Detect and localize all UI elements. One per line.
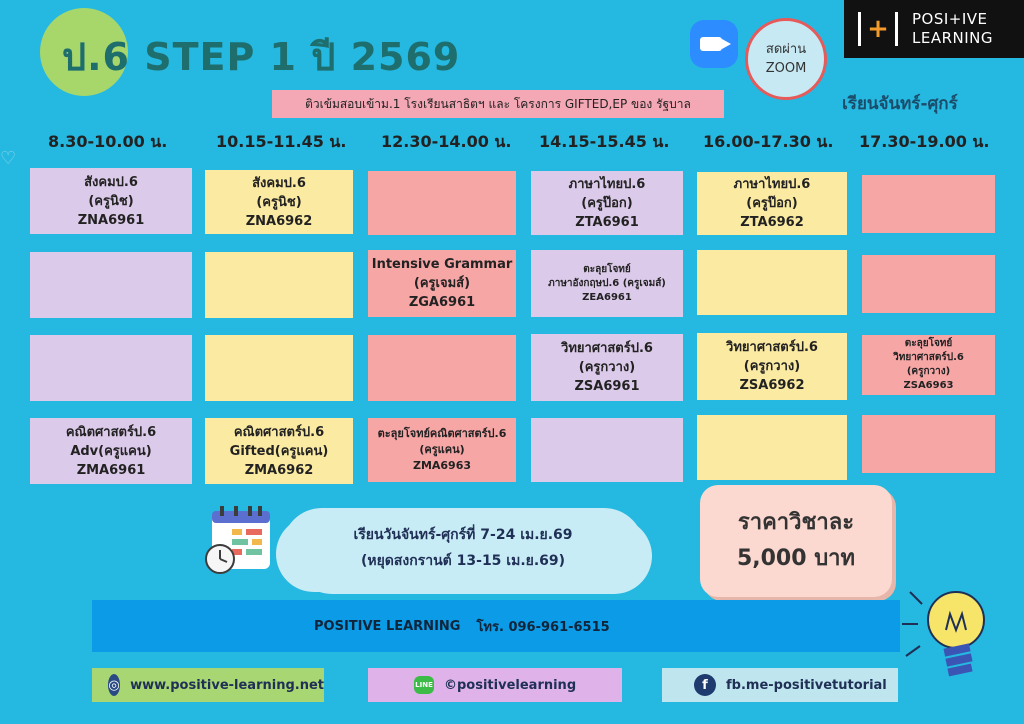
class-card — [862, 335, 995, 395]
holiday-note: (หยุดสงกรานต์ 13-15 เม.ย.69) — [360, 553, 566, 569]
logo-plus-icon: + — [858, 12, 898, 46]
line-app-icon: LINE — [414, 676, 434, 694]
price-box — [700, 485, 892, 597]
class-teacher: (ครูนิช) — [256, 194, 302, 210]
facebook-text: fb.me-positivetutorial — [726, 677, 887, 693]
empty-slot — [697, 415, 847, 480]
class-card — [30, 418, 192, 484]
line-id-text: ©positivelearning — [444, 677, 577, 693]
time-slot-1: 8.30-10.00 น. — [48, 132, 168, 151]
contact-bar — [92, 600, 900, 652]
class-card — [697, 333, 847, 400]
class-subject: สังคมป.6 — [252, 175, 306, 191]
class-teacher: (ครูป๊อก) — [746, 196, 798, 211]
class-card — [368, 418, 516, 482]
empty-slot — [368, 335, 516, 401]
class-subject: คณิตศาสตร์ป.6 — [233, 424, 325, 440]
class-subject: วิทยาศาสตร์ป.6 — [726, 340, 818, 355]
class-code: ZGA6961 — [408, 295, 476, 310]
class-code: ZSA6963 — [903, 380, 954, 391]
time-slot-3: 12.30-14.00 น. — [381, 132, 512, 151]
days-label: เรียนจันทร์-ศุกร์ — [842, 94, 958, 114]
class-teacher: (ครูป๊อก) — [581, 195, 633, 211]
empty-slot — [862, 415, 995, 473]
class-card — [531, 171, 683, 235]
light-bulb-icon — [900, 572, 1000, 692]
class-teacher: (ครูกวาง) — [906, 366, 951, 377]
calendar-clock-icon — [202, 505, 274, 575]
website-text: www.positive-learning.net — [130, 677, 324, 693]
class-teacher: Gifted(ครูแคน) — [229, 443, 329, 459]
empty-slot — [531, 418, 683, 482]
class-code: ZEA6961 — [582, 291, 632, 303]
class-subject: ภาษาไทยป.6 — [733, 177, 811, 192]
class-teacher: ภาษาอังกฤษป.6 (ครูเจมส์) — [548, 277, 666, 289]
class-code: ZTA6962 — [740, 215, 804, 230]
empty-slot — [205, 252, 353, 318]
class-code: ZMA6963 — [412, 459, 472, 472]
class-code: ZMA6961 — [76, 462, 146, 478]
time-slot-6: 17.30-19.00 น. — [859, 132, 990, 151]
heart-outline-icon: ♡ — [0, 148, 17, 169]
class-teacher: (ครูเจมส์) — [413, 276, 471, 291]
empty-slot — [205, 335, 353, 401]
class-teacher: (ครูกวาง) — [743, 359, 801, 374]
facebook-icon: f — [694, 674, 716, 696]
contact-name: POSITIVE LEARNING — [314, 618, 461, 634]
empty-slot — [862, 175, 995, 233]
subtitle-banner: ติวเข้มสอบเข้าม.1 โรงเรียนสาธิตฯ และ โครงการ GIFTED,EP ของ รัฐบาล — [272, 90, 724, 118]
website-link[interactable] — [92, 668, 324, 702]
empty-slot — [697, 250, 847, 315]
facebook-link[interactable] — [662, 668, 898, 702]
class-teacher: (ครูแคน) — [419, 443, 465, 456]
class-teacher: Adv(ครูแคน) — [70, 443, 152, 459]
zoom-label: ZOOM — [765, 61, 807, 76]
line-link[interactable] — [368, 668, 622, 702]
class-subject: คณิตศาสตร์ป.6 — [65, 424, 157, 440]
price-label: ราคาวิชาละ — [737, 510, 855, 535]
class-card — [531, 334, 683, 401]
class-subject: Intensive Grammar — [371, 257, 513, 272]
class-subject: ภาษาไทยป.6 — [568, 176, 646, 192]
class-code: ZSA6961 — [574, 379, 640, 394]
contact-phone[interactable]: โทร. 096-961-6515 — [476, 619, 610, 635]
class-code: ZNA6961 — [77, 212, 145, 228]
time-slot-2: 10.15-11.45 น. — [216, 132, 347, 151]
class-subject: ตะลุยโจทย์คณิตศาสตร์ป.6 — [377, 427, 507, 440]
class-subject-2: วิทยาศาสตร์ป.6 — [893, 352, 964, 363]
class-subject: วิทยาศาสตร์ป.6 — [561, 341, 653, 356]
class-subject: ตะลุยโจทย์ — [904, 338, 953, 349]
class-teacher: (ครูนิช) — [88, 193, 134, 209]
study-dates-bubble — [282, 508, 644, 588]
page-title: ป.6 STEP 1 ปี 2569 — [62, 35, 461, 79]
empty-slot — [30, 335, 192, 401]
study-dates: เรียนวันจันทร์-ศุกร์ที่ 7-24 เม.ย.69 — [353, 527, 573, 543]
empty-slot — [862, 255, 995, 313]
class-card — [697, 172, 847, 235]
class-teacher: (ครูกวาง) — [578, 360, 636, 375]
live-via-zoom-badge — [745, 18, 827, 100]
video-camera-icon — [690, 20, 738, 68]
class-code: ZMA6962 — [244, 462, 314, 478]
class-card — [205, 418, 353, 484]
price-amount: 5,000 บาท — [736, 546, 856, 571]
class-card — [368, 250, 516, 317]
class-card — [531, 250, 683, 317]
class-subject: ตะลุยโจทย์ — [583, 263, 631, 275]
logo-line-1: POSI+IVE — [912, 10, 988, 28]
class-code: ZTA6961 — [575, 214, 639, 230]
time-slot-5: 16.00-17.30 น. — [703, 132, 834, 151]
class-code: ZSA6962 — [739, 378, 805, 393]
class-subject: สังคมป.6 — [84, 174, 138, 190]
time-slot-4: 14.15-15.45 น. — [539, 132, 670, 151]
class-card — [205, 170, 353, 234]
empty-slot — [30, 252, 192, 318]
class-card — [30, 168, 192, 234]
live-label: สดผ่าน — [765, 42, 807, 57]
globe-icon: ◎ — [108, 674, 120, 696]
brand-logo — [844, 0, 1024, 58]
empty-slot — [368, 171, 516, 235]
class-code: ZNA6962 — [245, 213, 313, 229]
logo-line-2: LEARNING — [912, 29, 994, 47]
